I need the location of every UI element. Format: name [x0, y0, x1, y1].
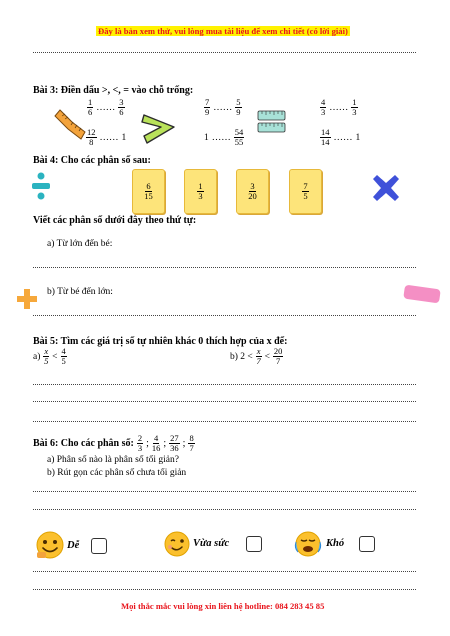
- preview-banner: Đây là bản xem thử, vui lòng mua tài liệu để xem chi tiết (có lời giải): [98, 26, 348, 36]
- blank[interactable]: ……: [211, 132, 231, 143]
- emoji-happy-icon: [35, 530, 65, 560]
- compare-item: [320, 98, 358, 117]
- difficulty-hard-label: Khó: [326, 538, 345, 549]
- fraction: $\frac{5}{9}$: [236, 97, 241, 117]
- exercise-4-title: Bài 4: Cho các phân số sau:: [33, 155, 151, 166]
- exercise-5-title: Bài 5: Tìm các giá trị số tự nhiên khác 0 thích hợp của x để:: [33, 336, 288, 347]
- fraction: $\frac{7}{9}$: [205, 97, 210, 117]
- order-asc-label: b) Từ bé đến lớn:: [47, 287, 113, 297]
- compare-item: [204, 98, 242, 117]
- ruler-icon: [52, 108, 88, 142]
- answer-line[interactable]: [33, 266, 416, 268]
- blank[interactable]: ……: [99, 132, 119, 143]
- blank[interactable]: ……: [213, 102, 233, 113]
- inequality-b: b) 2 < $\frac{x}{7}$ < $\frac{20}{7}$: [230, 346, 283, 366]
- fraction: $\frac{14}{14}$: [321, 127, 330, 147]
- answer-line[interactable]: [33, 570, 416, 572]
- blank[interactable]: ……: [96, 102, 116, 113]
- difficulty-hard-checkbox[interactable]: [359, 536, 375, 552]
- plus-icon: [16, 288, 38, 310]
- compare-item: 1 …… $\frac{54}{55}$: [204, 127, 244, 147]
- fraction: $\frac{4}{3}$: [321, 97, 326, 117]
- fraction: $\frac{12}{8}$: [87, 127, 96, 147]
- difficulty-medium-label: Vừa sức: [193, 538, 230, 549]
- divide-icon: [31, 172, 51, 200]
- fraction: $\frac{3}{6}$: [119, 97, 124, 117]
- fraction-card: $\frac{6}{15}$: [132, 169, 165, 214]
- difficulty-easy-label: Dễ: [67, 540, 80, 551]
- blank[interactable]: ……: [329, 102, 349, 113]
- greater-than-icon: [141, 112, 177, 146]
- emoji-crying-icon: [293, 530, 323, 558]
- fraction-card: $\frac{1}{3}$: [184, 169, 217, 214]
- fraction-card: $\frac{3}{20}$: [236, 169, 269, 214]
- multiply-icon: [372, 174, 400, 202]
- answer-line[interactable]: [33, 400, 416, 402]
- fraction: $\frac{1}{3}$: [352, 97, 357, 117]
- answer-line[interactable]: [33, 508, 416, 510]
- ruler-icon: [257, 110, 287, 134]
- fraction: $\frac{54}{55}$: [234, 127, 244, 147]
- blank[interactable]: ……: [333, 132, 353, 143]
- emoji-cool-icon: [163, 530, 191, 558]
- answer-line[interactable]: [33, 420, 416, 422]
- answer-line[interactable]: [33, 383, 416, 385]
- compare-item: $\frac{12}{8}$ …… 1: [87, 127, 127, 147]
- inequality-a: a) $\frac{x}{5}$ < $\frac{4}{5}$: [33, 346, 66, 366]
- question-a: a) Phân số nào là phân số tối giản?: [47, 455, 179, 465]
- order-instruction: Viết các phân số dưới đây theo thứ tự:: [33, 215, 197, 226]
- footer-hotline: Mọi thắc mắc vui lòng xin liên hệ hotline: 084 283 45 85: [121, 601, 325, 611]
- difficulty-medium-checkbox[interactable]: [246, 536, 262, 552]
- eraser-icon: [402, 283, 442, 305]
- answer-line[interactable]: [33, 490, 416, 492]
- fraction-card: $\frac{7}{5}$: [289, 169, 322, 214]
- order-desc-label: a) Từ lớn đến bé:: [47, 239, 113, 249]
- exercise-3-title: Bài 3: Điền dấu >, <, = vào chỗ trống:: [33, 85, 194, 96]
- difficulty-easy-checkbox[interactable]: [91, 538, 107, 554]
- answer-line[interactable]: [33, 314, 416, 316]
- answer-line: [33, 51, 416, 53]
- compare-item: [87, 98, 125, 117]
- fraction: $\frac{1}{6}$: [88, 97, 93, 117]
- exercise-6-title: Bài 6: Cho các phân số: $\frac{2}{3}$ ; $\frac{4}{16}$ ; $\frac{27}{36}$ ; $\frac{8}{7}$: [33, 433, 194, 453]
- compare-item: $\frac{14}{14}$ …… 1: [321, 127, 361, 147]
- answer-line[interactable]: [33, 588, 416, 590]
- question-b: b) Rút gọn các phân số chưa tối giản: [47, 468, 187, 478]
